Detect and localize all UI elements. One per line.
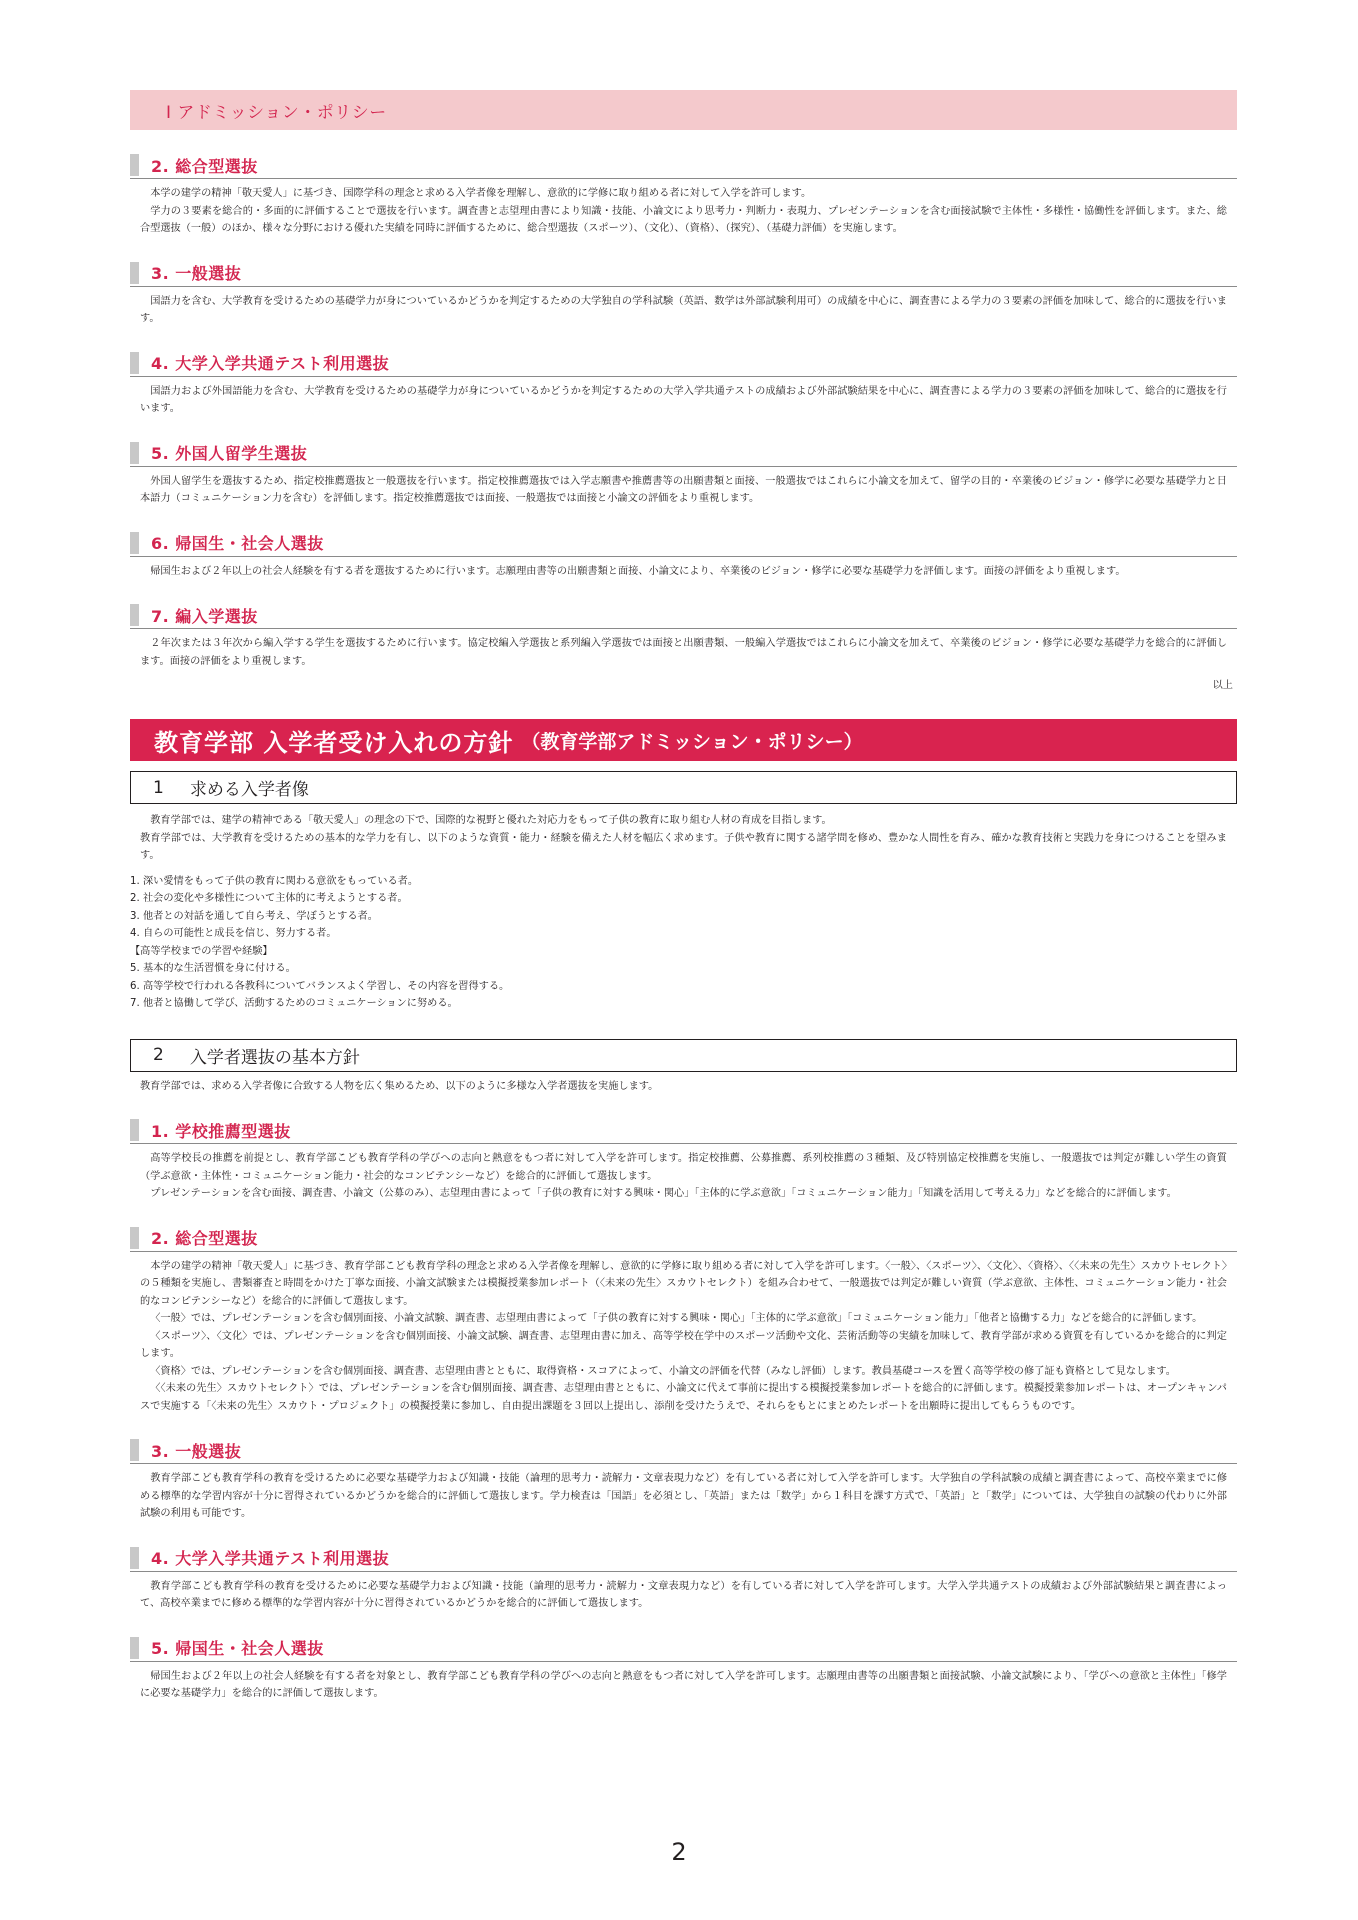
edu-item-3 xyxy=(130,1437,1237,1523)
subheading: 4. 大学入学共通テスト利用選抜 xyxy=(130,1545,1237,1572)
top-item-4 xyxy=(130,350,1237,418)
boxed-heading-label: 入学者選抜の基本方針 xyxy=(189,1047,360,1068)
boxed-heading-number: 2 xyxy=(153,1045,164,1065)
paragraph: 〈〈未来の先生〉スカウトセレクト〉では、プレゼンテーションを含む個別面接、調査書、志望理由書とともに、小論文に代えて事前に提出する模擬授業参加レポートを総合的に評価します。模擬授業参加レポートは、オープンキャンパスで実施する「〈未来の先生〉スカウト・プロジェクト」の模擬授業に参加し、自由提出課題を３回以上提出し、添削を受けたうえで、それらをもとにまとめたレポートを出願時に提出してもらうものです。 xyxy=(140,1383,1227,1412)
top-item-2 xyxy=(130,152,1237,238)
heading-marker xyxy=(130,262,139,284)
boxed-heading-2 xyxy=(130,1039,1237,1072)
subheading: 5. 外国人留学生選抜 xyxy=(130,440,1237,467)
list-item: 2. 社会の変化や多様性について主体的に考えようとする者。 xyxy=(130,893,408,904)
paragraph: 〈スポーツ〉、〈文化〉では、プレゼンテーションを含む個別面接、小論文試験、調査書、志望理由書に加え、高等学校在学中のスポーツ活動や文化、芸術活動等の実績を加味して、教育学部が求める資質を有しているかを総合的に判定します。 xyxy=(140,1330,1227,1359)
boxed-heading-number: 1 xyxy=(153,777,164,798)
paragraph: 本学の建学の精神「敬天愛人」に基づき、教育学部こども教育学科の理念と求める入学者像を理解し、意欲的に学修に取り組める者に対して入学を許可します。〈一般〉、〈スポーツ〉、〈文化〉、〈資格〉、〈〈未来の先生〉スカウトセレクト〉の５種類を実施し、書類審査と時間をかけた丁寧な面接、小論文試験または模擬授業参加レポート（〈未来の先生〉スカウトセレクト）を組み合わせて、一般選抜では判定が難しい資質（学ぶ意欲、主体性、コミュニケーション能力・社会的なコンピテンシーなど）を総合的に評価して選抜します。 xyxy=(140,1260,1227,1307)
paragraph: 教育学部こども教育学科の教育を受けるために必要な基礎学力および知識・技能（論理的思考力・読解力・文章表現力など）を有している者に対して入学を許可します。大学独自の学科試験の成績と調査書によって、高校卒業までに修める標準的な学習内容が十分に習得されているかどうかを総合的に評価して選抜します。学力検査は「国語」を必須とし、「英語」または「数学」から１科目を課す方式で、「英語」と「数学」については、大学独自の試験の代わりに外部試験の利用も可能です。 xyxy=(140,1473,1228,1519)
heading-marker xyxy=(130,1119,139,1141)
heading-marker xyxy=(130,1637,139,1659)
subheading: 7. 編入学選抜 xyxy=(130,602,1237,629)
boxed-heading-1 xyxy=(130,771,1237,804)
edu-item-2 xyxy=(130,1225,1237,1416)
top-item-5 xyxy=(130,440,1237,508)
list-item: 5. 基本的な生活習慣を身に付ける。 xyxy=(130,963,296,974)
heading-marker xyxy=(130,532,139,554)
subheading: 1. 学校推薦型選抜 xyxy=(130,1117,1237,1144)
subheading: 3. 一般選抜 xyxy=(130,260,1237,287)
heading-marker xyxy=(130,352,139,374)
heading-marker xyxy=(130,1439,139,1461)
edu-item-1 xyxy=(130,1117,1237,1203)
list-item: 6. 高等学校で行われる各教科についてバランスよく学習し、その内容を習得する。 xyxy=(130,980,510,992)
paragraph: ２年次または３年次から編入学する学生を選抜するために行います。協定校編入学選抜と系列編入学選抜では面接と出願書類、一般編入学選抜ではこれらに小論文を加えて、卒業後のビジョン・修学に必要な基礎学力を総合的に評価します。面接の評価をより重視します。 xyxy=(140,638,1227,667)
list-item: 7. 他者と協働して学び、活動するためのコミュニケーションに努める。 xyxy=(130,998,458,1009)
subheading: 3. 一般選抜 xyxy=(130,1437,1237,1464)
top-item-3 xyxy=(130,260,1237,328)
heading-marker xyxy=(130,1227,139,1249)
paragraph: プレゼンテーションを含む面接、調査書、小論文（公募のみ）、志望理由書によって「子供の教育に対する興味・関心」「主体的に学ぶ意欲」「コミュニケーション能力」「知識を活用して考える力」などを総合的に評価します。 xyxy=(150,1188,1177,1199)
paragraph: 〈一般〉では、プレゼンテーションを含む個別面接、小論文試験、調査書、志望理由書によって「子供の教育に対する興味・関心」「主体的に学ぶ意欲」「コミュニケーション能力」「他者と協働する力」などを総合的に評価します。 xyxy=(150,1313,1203,1324)
paragraph: 教育学部こども教育学科の教育を受けるために必要な基礎学力および知識・技能（論理的思考力・読解力・文章表現力など）を有している者に対して入学を許可します。大学入学共通テストの成績および外部試験結果と調査書によって、高校卒業までに修める標準的な学習内容が十分に習得されているかどうかを総合的に評価して選抜します。 xyxy=(140,1580,1227,1609)
paragraph: 国語力および外国語能力を含む、大学教育を受けるための基礎学力が身についているかどうかを判定するための大学入学共通テストの成績および外部試験結果を中心に、調査書による学力の３要素の評価を加味して、総合的に選抜を行います。 xyxy=(140,385,1227,414)
paragraph: 教育学部では、建学の精神である「敬天愛人」の理念の下で、国際的な視野と優れた対応力をもって子供の教育に取り組む人材の育成を目指します。 xyxy=(150,815,832,826)
paragraph: 教育学部では、大学教育を受けるための基本的な学力を有し、以下のような資質・能力・経験を備えた人材を幅広く求めます。子供や教育に関する諸学問を修め、豊かな人間性を育み、確かな教育技術と実践力を身につけることを望みます。 xyxy=(140,832,1227,861)
banner-subtitle: （教育学部アドミッション・ポリシー） xyxy=(521,730,863,753)
education-banner xyxy=(130,719,1237,761)
paragraph: 帰国生および２年以上の社会人経験を有する者を対象とし、教育学部こども教育学科の学びへの志向と熱意をもつ者に対して入学を許可します。志願理由書等の出願書類と面接試験、小論文試験により、「学びへの意欲と主体性」「修学に必要な基礎学力」を総合的に評価して選抜します。 xyxy=(140,1670,1227,1699)
paragraph: 高等学校長の推薦を前提とし、教育学部こども教育学科の学びへの志向と熱意をもつ者に対して入学を許可します。指定校推薦、公募推薦、系列校推薦の３種類、及び特別協定校推薦を実施し、一般選抜では判定が難しい学生の資質（学ぶ意欲・主体性・コミュニケーション能力・社会的なコンピテンシーなど）を総合的に評価して選抜します。 xyxy=(140,1153,1227,1182)
heading-marker xyxy=(130,604,139,626)
subheading: 6. 帰国生・社会人選抜 xyxy=(130,530,1237,557)
page-number: 2 xyxy=(671,1838,687,1866)
banner-title: 教育学部 入学者受け入れの方針 xyxy=(154,728,514,757)
heading-marker xyxy=(130,442,139,464)
section-band-admission-policy xyxy=(130,90,1237,130)
list-item: 【高等学校までの学習や経験】 xyxy=(130,945,273,957)
edu-item-5 xyxy=(130,1635,1237,1703)
requirements-list xyxy=(130,873,1227,1013)
list-item: 4. 自らの可能性と成長を信じ、努力する者。 xyxy=(130,928,337,939)
subheading: 5. 帰国生・社会人選抜 xyxy=(130,1635,1237,1662)
heading-marker xyxy=(130,154,139,176)
paragraph: 外国人留学生を選抜するため、指定校推薦選抜と一般選抜を行います。指定校推薦選抜では入学志願書や推薦書等の出願書類と面接、一般選抜ではこれらに小論文を加えて、留学の目的・卒業後のビジョン・修学に必要な基礎学力と日本語力（コミュニケーション力を含む）を評価します。指定校推薦選抜では面接、一般選抜では面接と小論文の評価をより重視します。 xyxy=(140,475,1227,504)
subheading: 2. 総合型選抜 xyxy=(130,1225,1237,1252)
top-item-7 xyxy=(130,602,1237,670)
list-item: 1. 深い愛情をもって子供の教育に関わる意欲をもっている者。 xyxy=(130,875,419,887)
boxed-heading-label: 求める入学者像 xyxy=(189,780,309,800)
paragraph: 学力の３要素を総合的・多面的に評価することで選抜を行います。調査書と志望理由書により知識・技能、小論文により思考力・判断力・表現力、プレゼンテーションを含む面接試験で主体性・多様性・協働性を評価します。また、総合型選抜（一般）のほか、様々な分野における優れた実績を同時に評価するために、総合型選抜（スポーツ）、（文化）、（資格）、（探究）、（基礎力評価）を実施します。 xyxy=(140,205,1227,234)
heading-marker xyxy=(130,1547,139,1569)
paragraph: 本学の建学の精神「敬天愛人」に基づき、国際学科の理念と求める入学者像を理解し、意欲的に学修に取り組める者に対して入学を許可します。 xyxy=(150,188,812,199)
edu-item-4 xyxy=(130,1545,1237,1613)
paragraph: 〈資格〉では、プレゼンテーションを含む個別面接、調査書、志望理由書とともに、取得資格・スコアによって、小論文の評価を代替（みなし評価）します。教員基礎コースを置く高等学校の修了証も資格として見なします。 xyxy=(150,1365,1176,1377)
paragraph: 国語力を含む、大学教育を受けるための基礎学力が身についているかどうかを判定するための大学独自の学科試験（英語、数学は外部試験利用可）の成績を中心に、調査書による学力の３要素の評価を加味して、総合的に選抜を行います。 xyxy=(140,295,1227,324)
page-content xyxy=(130,90,1237,1703)
subheading: 4. 大学入学共通テスト利用選抜 xyxy=(130,350,1237,377)
top-item-6 xyxy=(130,530,1237,581)
list-item: 3. 他者との対話を通して自ら考え、学ぼうとする者。 xyxy=(130,910,378,922)
section-band-title: Ⅰ アドミッション・ポリシー xyxy=(166,102,387,123)
subheading: 2. 総合型選抜 xyxy=(130,152,1237,179)
end-note: 以上 xyxy=(1212,680,1233,691)
paragraph: 帰国生および２年以上の社会人経験を有する者を選抜するために行います。志願理由書等の出願書類と面接、小論文により、卒業後のビジョン・修学に必要な基礎学力を評価します。面接の評価をより重視します。 xyxy=(150,565,1126,577)
paragraph: 教育学部では、求める入学者像に合致する人物を広く集めるため、以下のように多様な入学者選抜を実施します。 xyxy=(140,1080,659,1092)
